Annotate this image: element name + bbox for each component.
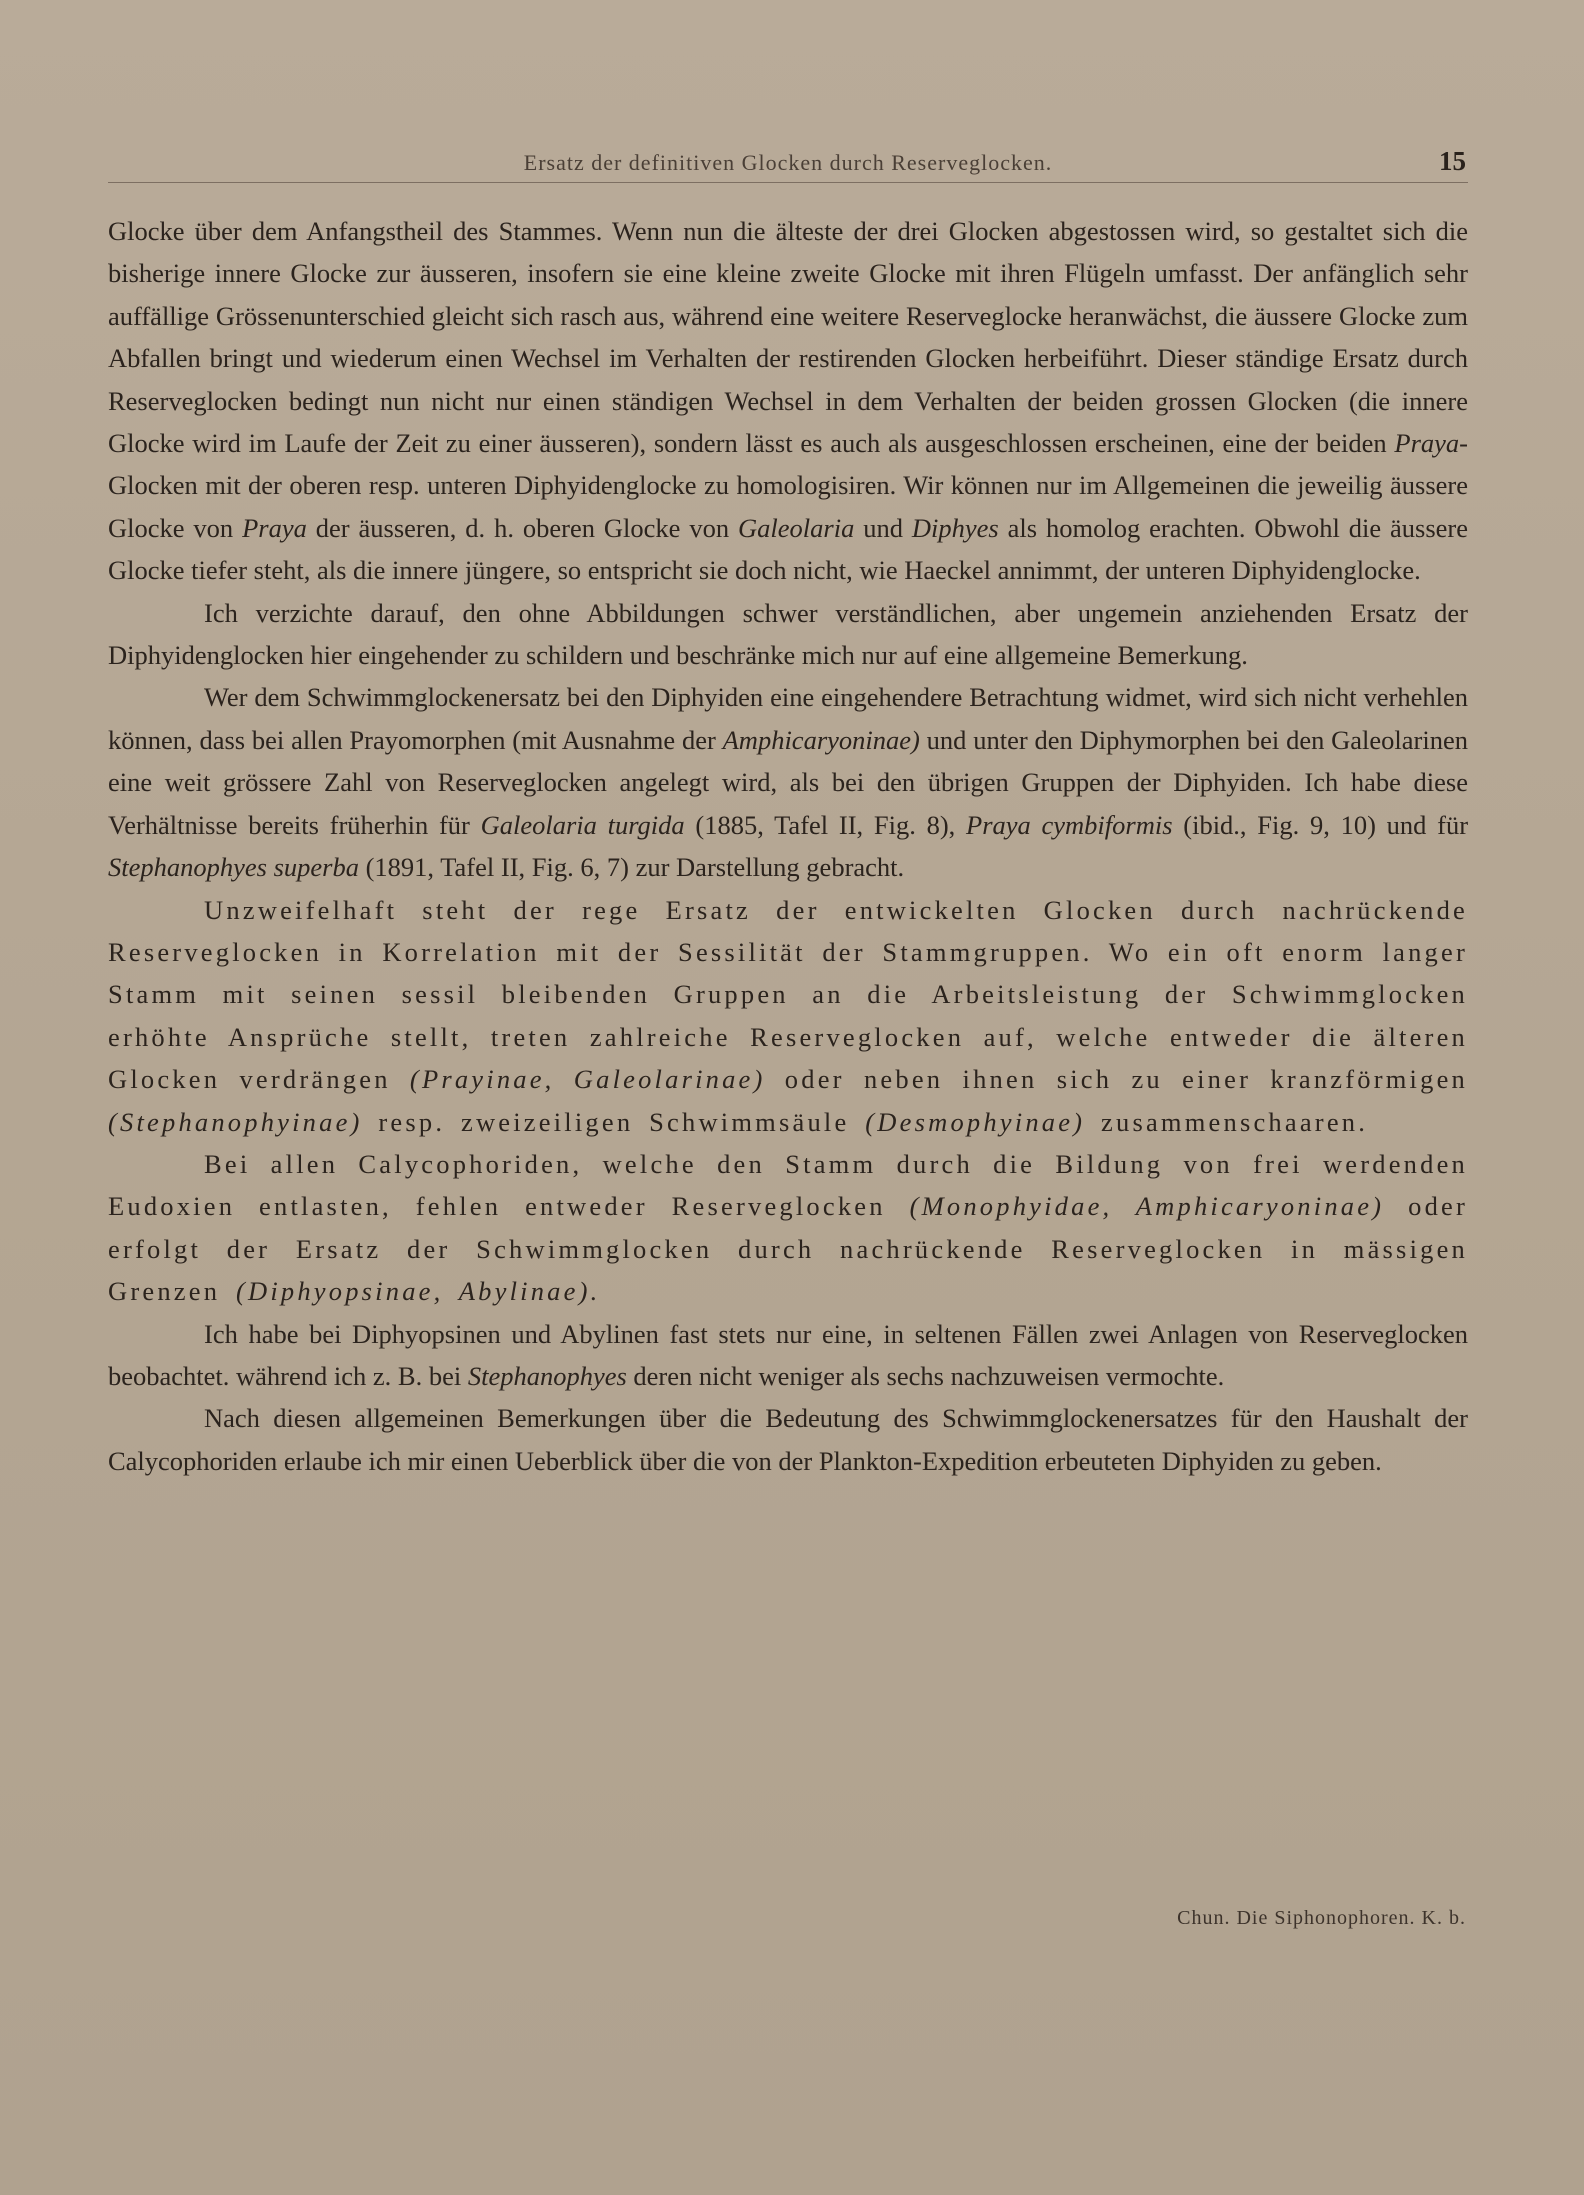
text-run: (1891, Tafel II, Fig. 6, 7) zur Darstellung gebracht. (358, 852, 905, 883)
text-run: -Glocken mit der oberen resp. unteren Diphyidenglocke zu homologisiren. Wir können nur im Allgemeinen die jeweilig äussere Glocke von (108, 428, 1468, 543)
paragraph-2 (108, 592, 1468, 677)
italic-term: Praya (242, 512, 307, 543)
text-run: Ich habe bei Diphyopsinen und Abylinen fast stets nur eine, in seltenen Fällen zwei Anlagen von Reserveglocken beobachtet. während ich z. B. bei (108, 1318, 1468, 1391)
italic-term: Stephanophyes superba (108, 852, 359, 883)
text-run: (1885, Tafel II, Fig. 8), (684, 809, 967, 840)
running-header (108, 146, 1468, 183)
italic-term: Diphyes (911, 512, 999, 543)
italic-term: (Stephanophyinae) (108, 1106, 363, 1137)
italic-term: Praya cymbiformis (966, 809, 1173, 840)
italic-term: Praya (1394, 428, 1460, 459)
signature-mark: Chun. Die Siphonophoren. K. b. (1177, 1907, 1466, 1929)
text-run: als homolog erachten. Obwohl die äussere Glocke tiefer steht, als die innere jüngere, so entspricht sie doch nicht, wie Haeckel annimmt, der unteren Diphyidenglocke. (108, 512, 1468, 586)
text-run: resp. zweizeiligen Schwimmsäule (362, 1106, 866, 1137)
page-number: 15 (1439, 146, 1466, 176)
italic-term: (Desmophyinae) (865, 1106, 1086, 1137)
paragraph-7 (108, 1397, 1468, 1482)
paragraph-3 (108, 676, 1468, 888)
paragraph-1 (108, 210, 1468, 592)
text-run: zusammenschaaren. (1085, 1106, 1369, 1137)
text-run: Bei allen Calycophoriden, welche den Stamm durch die Bildung von frei werdenden Eudoxien entlasten, fehlen entweder Reserveglocken (108, 1148, 1468, 1222)
text-run: Ich verzichte darauf, den ohne Abbildungen schwer verständlichen, aber ungemein anziehenden Ersatz der Diphyidenglocken hier eingehender zu schildern und beschränke mich nur auf eine allgemeine Bemerkung. (108, 597, 1468, 671)
text-run: Unzweifelhaft steht der rege Ersatz der entwickelten Glocken durch nachrückende Reserveglocken in Korrelation mit der Sessilität der Stammgruppen. Wo ein oft enorm langer Stamm mit seinen sessil bleibenden Gruppen an die Arbeitsleistung der Schwimmglocken erhöhte Ansprüche stellt, treten zahlreiche Reserveglocken auf, welche entweder die älteren Glocken verdrängen (108, 894, 1468, 1095)
text-run: Wer dem Schwimmglockenersatz bei den Diphyiden eine eingehendere Betrachtung widmet, wird sich nicht verhehlen können, dass bei allen Prayomorphen (mit Ausnahme der (108, 682, 1468, 755)
text-run: oder erfolgt der Ersatz der Schwimmglocken durch nachrückende Reserveglocken in mässigen Grenzen (108, 1191, 1468, 1307)
text-run: (ibid., Fig. 9, 10) und für (1172, 809, 1469, 840)
text-run: Glocke über dem Anfangstheil des Stammes. Wenn nun die älteste der drei Glocken abgestossen wird, so gestaltet sich die bisherige innere Glocke zur äusseren, insofern sie eine kleine zweite Glocke mit ihren Flügeln umfasst. Der anfänglich sehr auffällige Grössenunterschied gleicht sich rasch aus, während eine weitere Reserveglocke heranwächst, die äussere Glocke zum Abfallen bringt und wiederum einen Wechsel im Verhalten der restirenden Glocken herbeiführt. Dieser ständige Ersatz durch Reserveglocken bedingt nun nicht nur einen ständigen Wechsel in dem Verhalten der beiden grossen Glocken (die innere Glocke wird im Laufe der Zeit zu einer äusseren), sondern lässt es auch als ausgeschlossen erscheinen, eine der beiden (108, 216, 1468, 459)
italic-term: Stephanophyes (467, 1360, 627, 1391)
text-run: und (854, 512, 912, 543)
text-run: und unter den Diphymorphen bei den Galeolarinen eine weit grössere Zahl von Reserveglocken angelegt wird, als bei den übrigen Gruppen der Diphyiden. Ich habe diese Verhältnisse bereits früherhin für (108, 724, 1468, 840)
text-run: der äusseren, d. h. oberen Glocke von (306, 512, 739, 543)
paragraph-5 (108, 1143, 1468, 1313)
italic-term: (Monophyidae, Amphicaryoninae) (909, 1191, 1385, 1222)
italic-term: (Diphyopsinae, Abylinae). (235, 1276, 601, 1307)
text-run: oder neben ihnen sich zu einer kranzförmigen (765, 1064, 1468, 1095)
text-run: Nach diesen allgemeinen Bemerkungen über die Bedeutung des Schwimmglockenersatzes für den Haushalt der Calycophoriden erlaube ich mir einen Ueberblick über die von der Plankton-Expedition erbeuteten Diphyiden zu geben. (108, 1403, 1468, 1476)
paragraph-6 (108, 1313, 1468, 1398)
italic-term: (Prayinae, Galeolarinae) (409, 1064, 766, 1095)
running-title: Ersatz der definitiven Glocken durch Reserveglocken. (523, 150, 1053, 175)
paragraph-4 (108, 889, 1468, 1143)
italic-term: Amphicaryoninae) (722, 724, 920, 755)
italic-term: Galeolaria (738, 512, 855, 543)
text-run: deren nicht weniger als sechs nachzuweisen vermochte. (626, 1360, 1225, 1391)
body-text (108, 210, 1468, 1482)
italic-term: Galeolaria turgida (480, 809, 685, 840)
